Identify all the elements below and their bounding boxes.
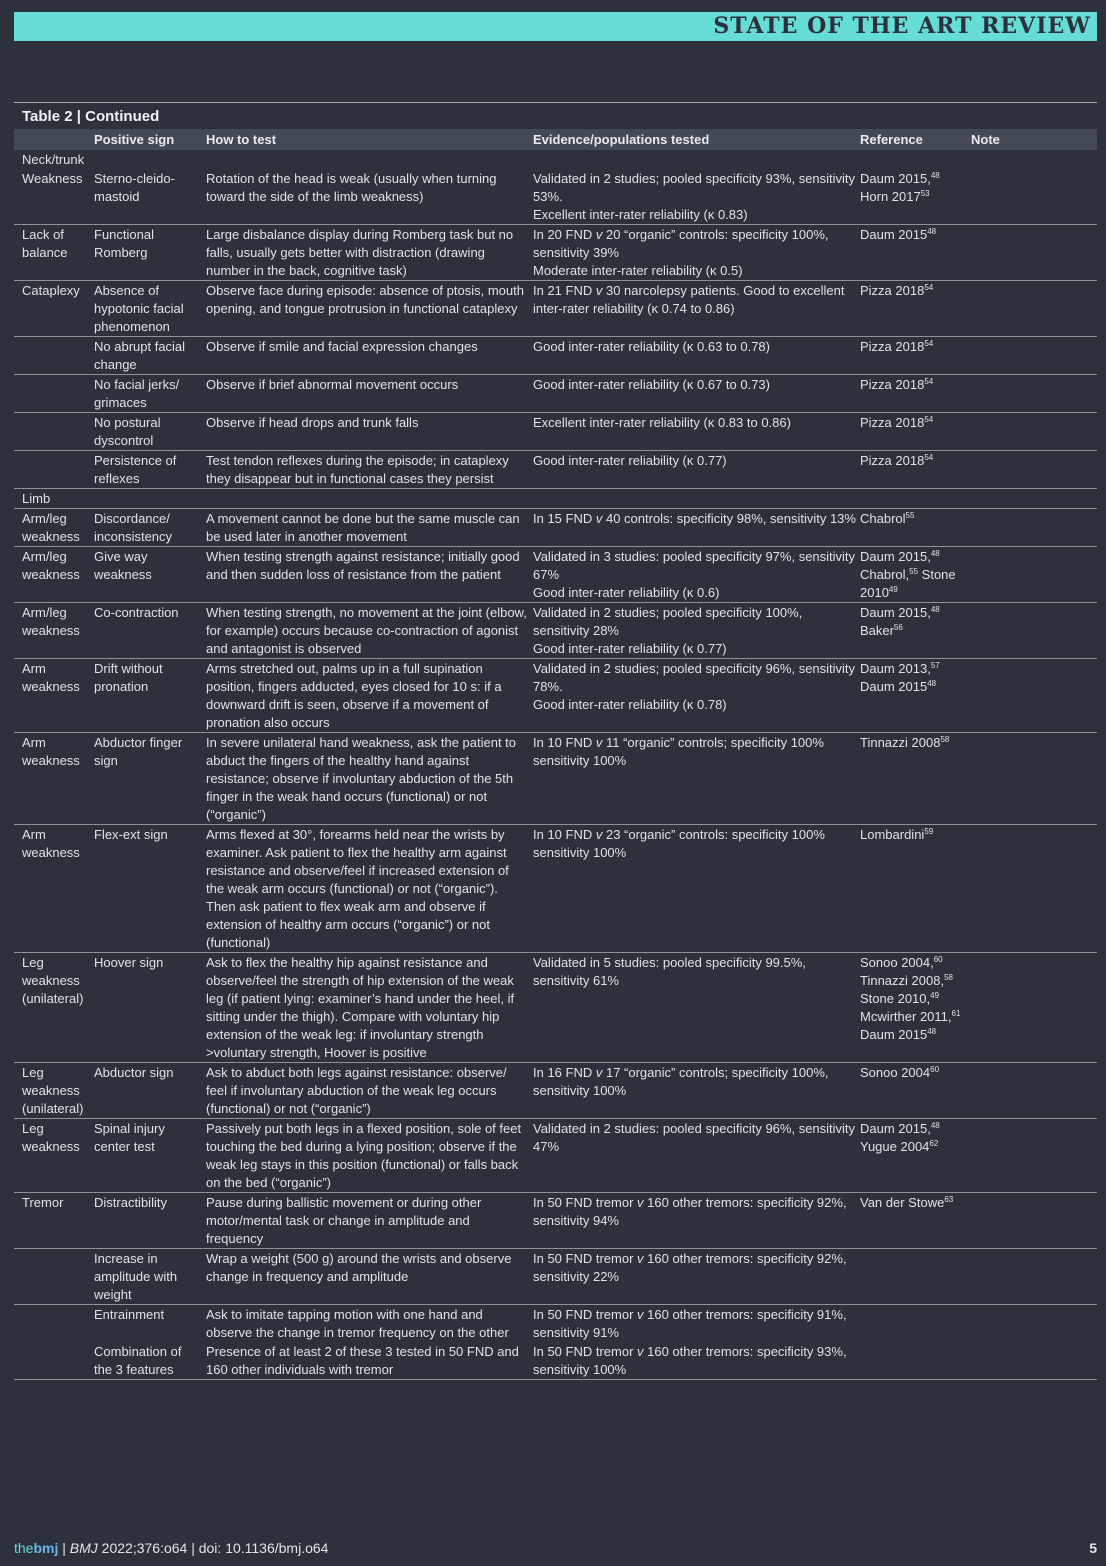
reference-cell: Pizza 2018$^{54}$	[858, 281, 969, 337]
table-header-row	[14, 129, 1097, 150]
reference-cell: Daum 2015,48 Baker$^{56}$	[858, 603, 969, 659]
category-cell	[14, 337, 92, 375]
evidence-cell: In 10 FND v 23 “organic” controls: specificity 100% sensitivity 100%	[531, 825, 858, 953]
header-positive-sign: Positive sign	[92, 129, 204, 150]
how-to-test-cell: Ask to imitate tapping motion with one hand and observe the change in tremor frequency on the other	[204, 1305, 531, 1343]
reference-cell	[858, 1249, 969, 1305]
table-row	[14, 509, 1097, 547]
note-cell	[969, 1305, 1097, 1343]
how-to-test-cell: Arms stretched out, palms up in a full supination position, fingers adducted, eyes closed for 10 s: if a downward drift is seen, observe if a movement of pronation also occurs	[204, 659, 531, 733]
table-row	[14, 1063, 1097, 1119]
positive-sign-cell: Increase in amplitude with weight	[92, 1249, 204, 1305]
note-cell	[969, 169, 1097, 225]
table-row	[14, 225, 1097, 281]
page-number: 5	[1089, 1540, 1097, 1556]
table-row	[14, 1193, 1097, 1249]
reference-cell: Pizza 2018$^{54}$	[858, 451, 969, 489]
logo-bmj: bmj	[33, 1540, 59, 1556]
footer-separator: |	[58, 1540, 70, 1556]
how-to-test-cell: Test tendon reflexes during the episode; in cataplexy they disappear but in functional cases they persist	[204, 451, 531, 489]
note-cell	[969, 281, 1097, 337]
note-cell	[969, 733, 1097, 825]
positive-sign-cell: Combination of the 3 features	[92, 1342, 204, 1380]
positive-sign-cell: No abrupt facial change	[92, 337, 204, 375]
reference-cell: Pizza 2018$^{54}$	[858, 337, 969, 375]
table-row	[14, 375, 1097, 413]
evidence-cell: Good inter-rater reliability (κ 0.63 to 0.78)	[531, 337, 858, 375]
table-row	[14, 337, 1097, 375]
positive-sign-cell: Functional Romberg	[92, 225, 204, 281]
note-cell	[969, 225, 1097, 281]
category-cell: Arm/leg weakness	[14, 547, 92, 603]
positive-sign-cell: Sterno-cleido-mastoid	[94, 171, 175, 204]
evidence-cell: In 16 FND v 17 “organic” controls; specificity 100%, sensitivity 100%	[531, 1063, 858, 1119]
table-caption: Table 2 | Continued	[14, 102, 1097, 129]
note-cell	[969, 509, 1097, 547]
reference-cell: Pizza 2018$^{54}$	[858, 375, 969, 413]
evidence-cell: Good inter-rater reliability (κ 0.77)	[531, 451, 858, 489]
table-row	[14, 953, 1097, 1063]
evidence-table-container	[14, 102, 1097, 1380]
how-to-test-cell: Observe if smile and facial expression changes	[204, 337, 531, 375]
evidence-cell: In 15 FND v 40 controls: specificity 98%, sensitivity 13%	[531, 509, 858, 547]
positive-sign-cell: Give way weakness	[92, 547, 204, 603]
table-row	[14, 1249, 1097, 1305]
reference-cell: Daum 2015,48 Horn 2017$^{53}$	[860, 171, 940, 204]
category-cell: Leg weakness (unilateral)	[14, 1063, 92, 1119]
reference-cell: Lombardini$^{59}$	[858, 825, 969, 953]
page-footer	[14, 1539, 1097, 1559]
table-row	[14, 603, 1097, 659]
category-cell: Weakness	[22, 171, 83, 186]
table-row	[14, 1342, 1097, 1380]
section-banner	[14, 12, 1097, 41]
evidence-cell: Validated in 2 studies; pooled specificity 93%, sensitivity 53%. Excellent inter-rater reliability (κ 0.83)	[533, 171, 856, 222]
category-cell: Arm weakness	[14, 659, 92, 733]
category-cell: Arm weakness	[14, 825, 92, 953]
table-row	[14, 169, 1097, 225]
category-cell: Leg weakness (unilateral)	[14, 953, 92, 1063]
positive-sign-cell: No postural dyscontrol	[92, 413, 204, 451]
table-row	[14, 413, 1097, 451]
evidence-cell: Validated in 5 studies: pooled specificity 99.5%, sensitivity 61%	[531, 953, 858, 1063]
reference-cell: Daum 2015$^{48}$	[858, 225, 969, 281]
section-label: Neck/trunk	[22, 152, 85, 167]
section-row	[14, 489, 1097, 509]
evidence-cell: Validated in 2 studies; pooled specificity 100%, sensitivity 28% Good inter-rater reliability (κ 0.77)	[531, 603, 858, 659]
evidence-cell: Excellent inter-rater reliability (κ 0.83 to 0.86)	[531, 413, 858, 451]
header-note: Note	[969, 129, 1097, 150]
positive-sign-cell: Discordance/ inconsistency	[92, 509, 204, 547]
note-cell	[969, 1342, 1097, 1380]
note-cell	[969, 1119, 1097, 1193]
how-to-test-cell: Pause during ballistic movement or during other motor/mental task or change in amplitude and frequency	[204, 1193, 531, 1249]
table-row	[14, 733, 1097, 825]
evidence-cell: In 50 FND tremor v 160 other tremors: specificity 92%, sensitivity 94%	[531, 1193, 858, 1249]
note-cell	[969, 1063, 1097, 1119]
evidence-cell: In 20 FND v 20 “organic” controls: specificity 100%, sensitivity 39% Moderate inter-rater reliability (κ 0.5)	[531, 225, 858, 281]
note-cell	[969, 825, 1097, 953]
table-row	[14, 547, 1097, 603]
category-cell: Lack of balance	[14, 225, 92, 281]
positive-sign-cell: Abductor sign	[92, 1063, 204, 1119]
evidence-cell: Validated in 2 studies: pooled specificity 96%, sensitivity 47%	[531, 1119, 858, 1193]
category-cell	[14, 375, 92, 413]
positive-sign-cell: Persistence of reflexes	[92, 451, 204, 489]
reference-cell: Pizza 2018$^{54}$	[858, 413, 969, 451]
evidence-cell: Good inter-rater reliability (κ 0.67 to 0.73)	[531, 375, 858, 413]
table-row	[14, 281, 1097, 337]
category-cell	[14, 413, 92, 451]
evidence-cell: In 10 FND v 11 “organic” controls; specificity 100% sensitivity 100%	[531, 733, 858, 825]
how-to-test-cell: Ask to abduct both legs against resistance: observe/ feel if involuntary abduction of the weak leg occurs (functional) or not (“organic”)	[204, 1063, 531, 1119]
evidence-cell: In 50 FND tremor v 160 other tremors: specificity 92%, sensitivity 22%	[531, 1249, 858, 1305]
reference-cell	[858, 1342, 969, 1380]
positive-sign-cell: Flex-ext sign	[92, 825, 204, 953]
journal-name: BMJ	[69, 1540, 98, 1556]
positive-sign-cell: Abductor finger sign	[92, 733, 204, 825]
reference-cell: Tinnazzi 2008$^{58}$	[858, 733, 969, 825]
table-row	[14, 1305, 1097, 1343]
note-cell	[969, 337, 1097, 375]
evidence-cell: In 50 FND tremor v 160 other tremors: specificity 93%, sensitivity 100%	[531, 1342, 858, 1380]
note-cell	[969, 1193, 1097, 1249]
how-to-test-cell: Observe if brief abnormal movement occurs	[204, 375, 531, 413]
reference-cell	[858, 1305, 969, 1343]
how-to-test-cell: Large disbalance display during Romberg task but no falls, usually gets better with distraction (drawing number in the back, cognitive task)	[204, 225, 531, 281]
reference-cell: Chabrol$^{55}$	[858, 509, 969, 547]
logo-the: the	[14, 1540, 34, 1556]
how-to-test-cell: Presence of at least 2 of these 3 tested in 50 FND and 160 other individuals with tremor	[204, 1342, 531, 1380]
category-cell: Arm weakness	[14, 733, 92, 825]
category-cell	[14, 1342, 92, 1380]
how-to-test-cell: Observe if head drops and trunk falls	[204, 413, 531, 451]
table-body	[14, 150, 1097, 1380]
reference-cell: Sonoo 2004$^{60}$	[858, 1063, 969, 1119]
table-row	[14, 825, 1097, 953]
section-row	[14, 150, 1097, 169]
how-to-test-cell: When testing strength against resistance; initially good and then sudden loss of resistance from the patient	[204, 547, 531, 603]
note-cell	[969, 1249, 1097, 1305]
evidence-cell: In 50 FND tremor v 160 other tremors: specificity 91%, sensitivity 91%	[531, 1305, 858, 1343]
evidence-cell: In 21 FND v 30 narcolepsy patients. Good to excellent inter-rater reliability (κ 0.74 to 0.86)	[531, 281, 858, 337]
how-to-test-cell: Passively put both legs in a flexed position, sole of feet touching the bed during a lying position; observe if the weak leg stays in this position (functional) or falls back on the bed (“organic”)	[204, 1119, 531, 1193]
banner-title: STATE OF THE ART REVIEW	[713, 13, 1091, 39]
note-cell	[969, 375, 1097, 413]
category-cell: Cataplexy	[14, 281, 92, 337]
category-cell	[14, 1249, 92, 1305]
positive-sign-cell: Spinal injury center test	[92, 1119, 204, 1193]
category-cell: Leg weakness	[14, 1119, 92, 1193]
reference-cell: Sonoo 2004,60 Tinnazzi 2008,58 Stone 2010,49 Mcwirther 2011,61 Daum 2015$^{48}$	[858, 953, 969, 1063]
positive-sign-cell: Absence of hypotonic facial phenomenon	[92, 281, 204, 337]
reference-cell: Van der Stowe$^{63}$	[858, 1193, 969, 1249]
how-to-test-cell: A movement cannot be done but the same muscle can be used later in another movement	[204, 509, 531, 547]
table-row	[14, 1119, 1097, 1193]
positive-sign-cell: Hoover sign	[92, 953, 204, 1063]
positive-sign-cell: Co-contraction	[92, 603, 204, 659]
how-to-test-cell: Arms flexed at 30°, forearms held near the wrists by examiner. Ask patient to flex the healthy arm against resistance and observe/feel if increased extension of the weak arm occurs (functional) or not (“organic”). Then ask patient to flex weak arm and observe if extension of healthy arm occurs (“organic”) or not (functional)	[204, 825, 531, 953]
category-cell	[14, 451, 92, 489]
note-cell	[969, 413, 1097, 451]
header-reference: Reference	[858, 129, 969, 150]
how-to-test-cell: In severe unilateral hand weakness, ask the patient to abduct the fingers of the healthy hand against resistance; observe if involuntary abduction of the 5th finger in the weak hand occurs (functional) or not (“organic”)	[204, 733, 531, 825]
header-category	[14, 129, 92, 150]
header-how-to-test: How to test	[204, 129, 531, 150]
note-cell	[969, 547, 1097, 603]
note-cell	[969, 659, 1097, 733]
evidence-cell: Validated in 2 studies; pooled specificity 96%, sensitivity 78%. Good inter-rater reliability (κ 0.78)	[531, 659, 858, 733]
reference-cell: Daum 2013,57 Daum 2015$^{48}$	[858, 659, 969, 733]
how-to-test-cell: Rotation of the head is weak (usually when turning toward the side of the limb weakness)	[206, 171, 497, 204]
table-row	[14, 451, 1097, 489]
table-row	[14, 659, 1097, 733]
category-cell: Arm/leg weakness	[14, 509, 92, 547]
how-to-test-cell: Observe face during episode: absence of ptosis, mouth opening, and tongue protrusion in functional cataplexy	[204, 281, 531, 337]
positive-sign-cell: Entrainment	[92, 1305, 204, 1343]
citation: 2022;376:o64 | doi: 10.1136/bmj.o64	[97, 1540, 329, 1556]
note-cell	[969, 603, 1097, 659]
positive-sign-cell: Distractibility	[92, 1193, 204, 1249]
how-to-test-cell: Wrap a weight (500 g) around the wrists and observe change in frequency and amplitude	[204, 1249, 531, 1305]
how-to-test-cell: Ask to flex the healthy hip against resistance and observe/feel the strength of hip extension of the weak leg (if patient lying: examiner’s hand under the heel, if sitting under the thigh). Compare with voluntary hip extension of the weak leg: if involuntary strength >voluntary strength, Hoover is positive	[204, 953, 531, 1063]
section-label: Limb	[14, 489, 1097, 509]
note-cell	[969, 953, 1097, 1063]
header-evidence: Evidence/populations tested	[531, 129, 858, 150]
positive-signs-table	[14, 129, 1097, 1380]
reference-cell: Daum 2015,48 Chabrol,$^{55}$ Stone 2010$^{49}$	[858, 547, 969, 603]
category-cell: Arm/leg weakness	[14, 603, 92, 659]
reference-cell: Daum 2015,48 Yugue 2004$^{62}$	[858, 1119, 969, 1193]
category-cell	[14, 1305, 92, 1343]
evidence-cell: Validated in 3 studies: pooled specificity 97%, sensitivity 67% Good inter-rater reliability (κ 0.6)	[531, 547, 858, 603]
how-to-test-cell: When testing strength, no movement at the joint (elbow, for example) occurs because co-contraction of agonist and antagonist is observed	[204, 603, 531, 659]
positive-sign-cell: Drift without pronation	[92, 659, 204, 733]
positive-sign-cell: No facial jerks/ grimaces	[92, 375, 204, 413]
category-cell: Tremor	[14, 1193, 92, 1249]
note-cell	[969, 451, 1097, 489]
